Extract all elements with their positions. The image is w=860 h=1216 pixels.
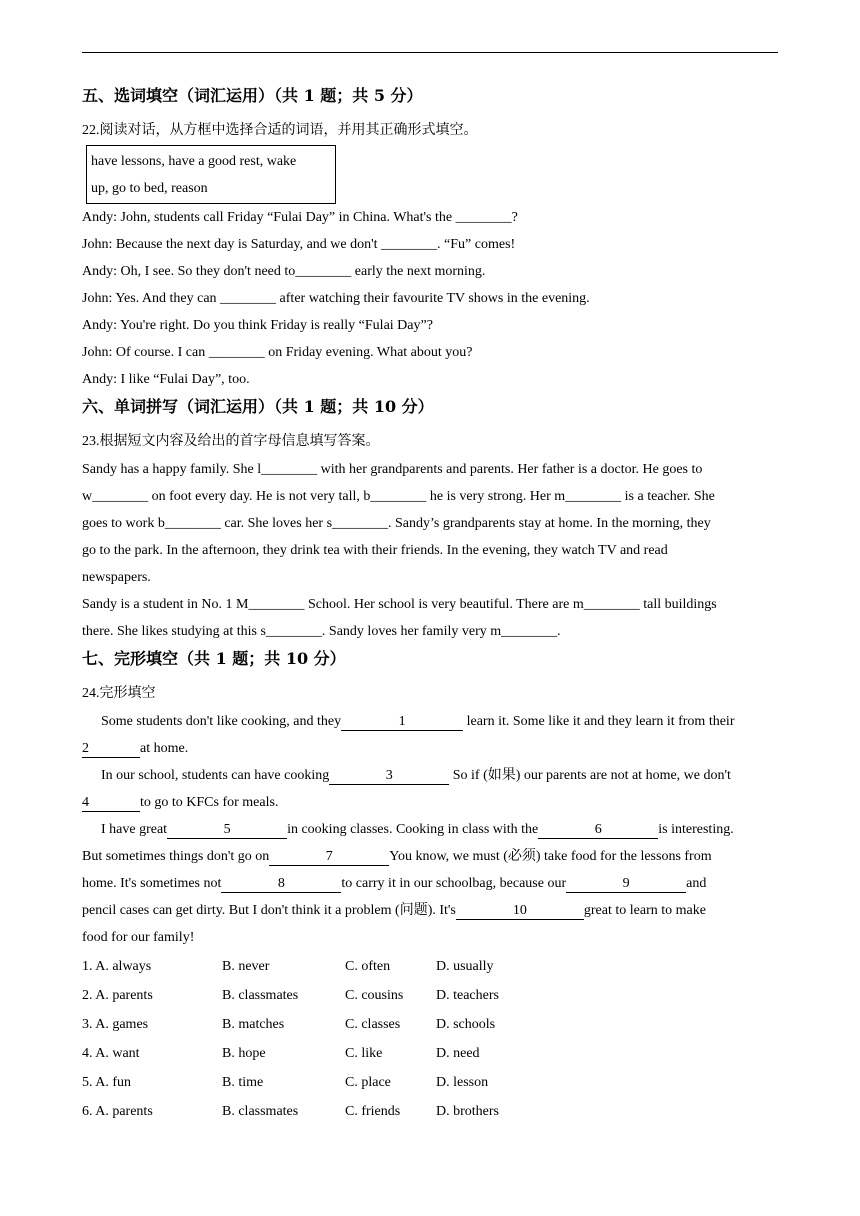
blank-1: 1 — [341, 714, 463, 731]
section6-heading: 六、单词拼写（词汇运用）（共 1 题；共 10 分） — [82, 397, 434, 416]
option: D. teachers — [436, 988, 499, 1003]
option: C. often — [345, 959, 391, 974]
question-22: 22.阅读对话，从方框中选择合适的词语，并用其正确形式填空。 — [82, 123, 478, 138]
cloze-line: I have great 5 in cooking classes. Cooking in class with the 6 is interesting. — [101, 822, 734, 837]
dialogue-line: Andy: I like “Fulai Day”, too. — [82, 372, 250, 387]
blank-10: 10 — [456, 903, 584, 920]
blank-2: 2 — [82, 741, 140, 758]
dialogue-line: John: Because the next day is Saturday, and we don't ________. “Fu” comes! — [82, 237, 516, 252]
blank-5: 5 — [167, 822, 287, 839]
option: B. matches — [222, 1017, 285, 1032]
cloze-line: home. It's sometimes not 8 to carry it in our schoolbag, because our 9 and — [82, 876, 707, 891]
option: 1. A. always — [82, 959, 152, 974]
blank-6: 6 — [538, 822, 658, 839]
option: C. like — [345, 1046, 383, 1061]
cloze-line: 4 to go to KFCs for meals. — [82, 795, 279, 810]
passage-line: Sandy is a student in No. 1 M________ School. Her school is very beautiful. There are m________ tall buildings — [82, 597, 717, 612]
option: C. place — [345, 1075, 391, 1090]
cloze-line: But sometimes things don't go on 7 You know, we must (必须) take food for the lessons from — [82, 849, 712, 864]
option: 5. A. fun — [82, 1075, 131, 1090]
option: B. hope — [222, 1046, 266, 1061]
dialogue-line: John: Of course. I can ________ on Friday evening. What about you? — [82, 345, 473, 360]
option: B. classmates — [222, 1104, 299, 1119]
option: 4. A. want — [82, 1046, 140, 1061]
word-box-line: up, go to bed, reason — [91, 181, 208, 196]
option: B. time — [222, 1075, 264, 1090]
section5-heading: 五、选词填空（词汇运用）（共 1 题；共 5 分） — [82, 86, 423, 105]
question-24: 24.完形填空 — [82, 686, 156, 701]
option: 3. A. games — [82, 1017, 149, 1032]
dialogue-line: Andy: John, students call Friday “Fulai Day” in China. What's the ________? — [82, 210, 518, 225]
blank-7: 7 — [269, 849, 389, 866]
dialogue-line: John: Yes. And they can ________ after watching their favourite TV shows in the evening. — [82, 291, 590, 306]
option: C. friends — [345, 1104, 401, 1119]
passage-line: w________ on foot every day. He is not very tall, b________ he is very strong. Her m________ is a teacher. She — [82, 489, 715, 504]
option: 6. A. parents — [82, 1104, 153, 1119]
passage-line: go to the park. In the afternoon, they drink tea with their friends. In the evening, they watch TV and read — [82, 543, 668, 558]
option: B. classmates — [222, 988, 299, 1003]
cloze-line: Some students don't like cooking, and they 1 learn it. Some like it and they learn it from their — [101, 714, 735, 729]
section7-heading: 七、完形填空（共 1 题；共 10 分） — [82, 649, 346, 668]
cloze-line: food for our family! — [82, 930, 195, 945]
option: C. cousins — [345, 988, 404, 1003]
option: D. need — [436, 1046, 480, 1061]
dialogue-line: Andy: You're right. Do you think Friday is really “Fulai Day”? — [82, 318, 433, 333]
word-box — [86, 145, 336, 204]
cloze-line: 2 at home. — [82, 741, 189, 756]
question-23: 23.根据短文内容及给出的首字母信息填写答案。 — [82, 434, 380, 449]
dialogue-line: Andy: Oh, I see. So they don't need to________ early the next morning. — [82, 264, 486, 279]
blank-4: 4 — [82, 795, 140, 812]
option: C. classes — [345, 1017, 401, 1032]
option: 2. A. parents — [82, 988, 153, 1003]
passage-line: newspapers. — [82, 570, 151, 585]
cloze-line: pencil cases can get dirty. But I don't think it a problem (问题). It's 10 great to learn to make — [82, 903, 706, 918]
passage-line: goes to work b________ car. She loves her s________. Sandy’s grandparents stay at home. In the morning, they — [82, 516, 711, 531]
header-rule — [82, 52, 778, 53]
blank-9: 9 — [566, 876, 686, 893]
blank-3: 3 — [329, 768, 449, 785]
option: D. usually — [436, 959, 494, 974]
word-box-line: have lessons, have a good rest, wake — [91, 154, 297, 169]
passage-line: Sandy has a happy family. She l________ with her grandparents and parents. Her father is a doctor. He goes to — [82, 462, 703, 477]
option: B. never — [222, 959, 270, 974]
option: D. brothers — [436, 1104, 499, 1119]
blank-8: 8 — [221, 876, 341, 893]
option: D. lesson — [436, 1075, 489, 1090]
passage-line: there. She likes studying at this s________. Sandy loves her family very m________. — [82, 624, 561, 639]
option: D. schools — [436, 1017, 496, 1032]
cloze-line: In our school, students can have cooking 3 So if (如果) our parents are not at home, we don't — [101, 768, 731, 783]
